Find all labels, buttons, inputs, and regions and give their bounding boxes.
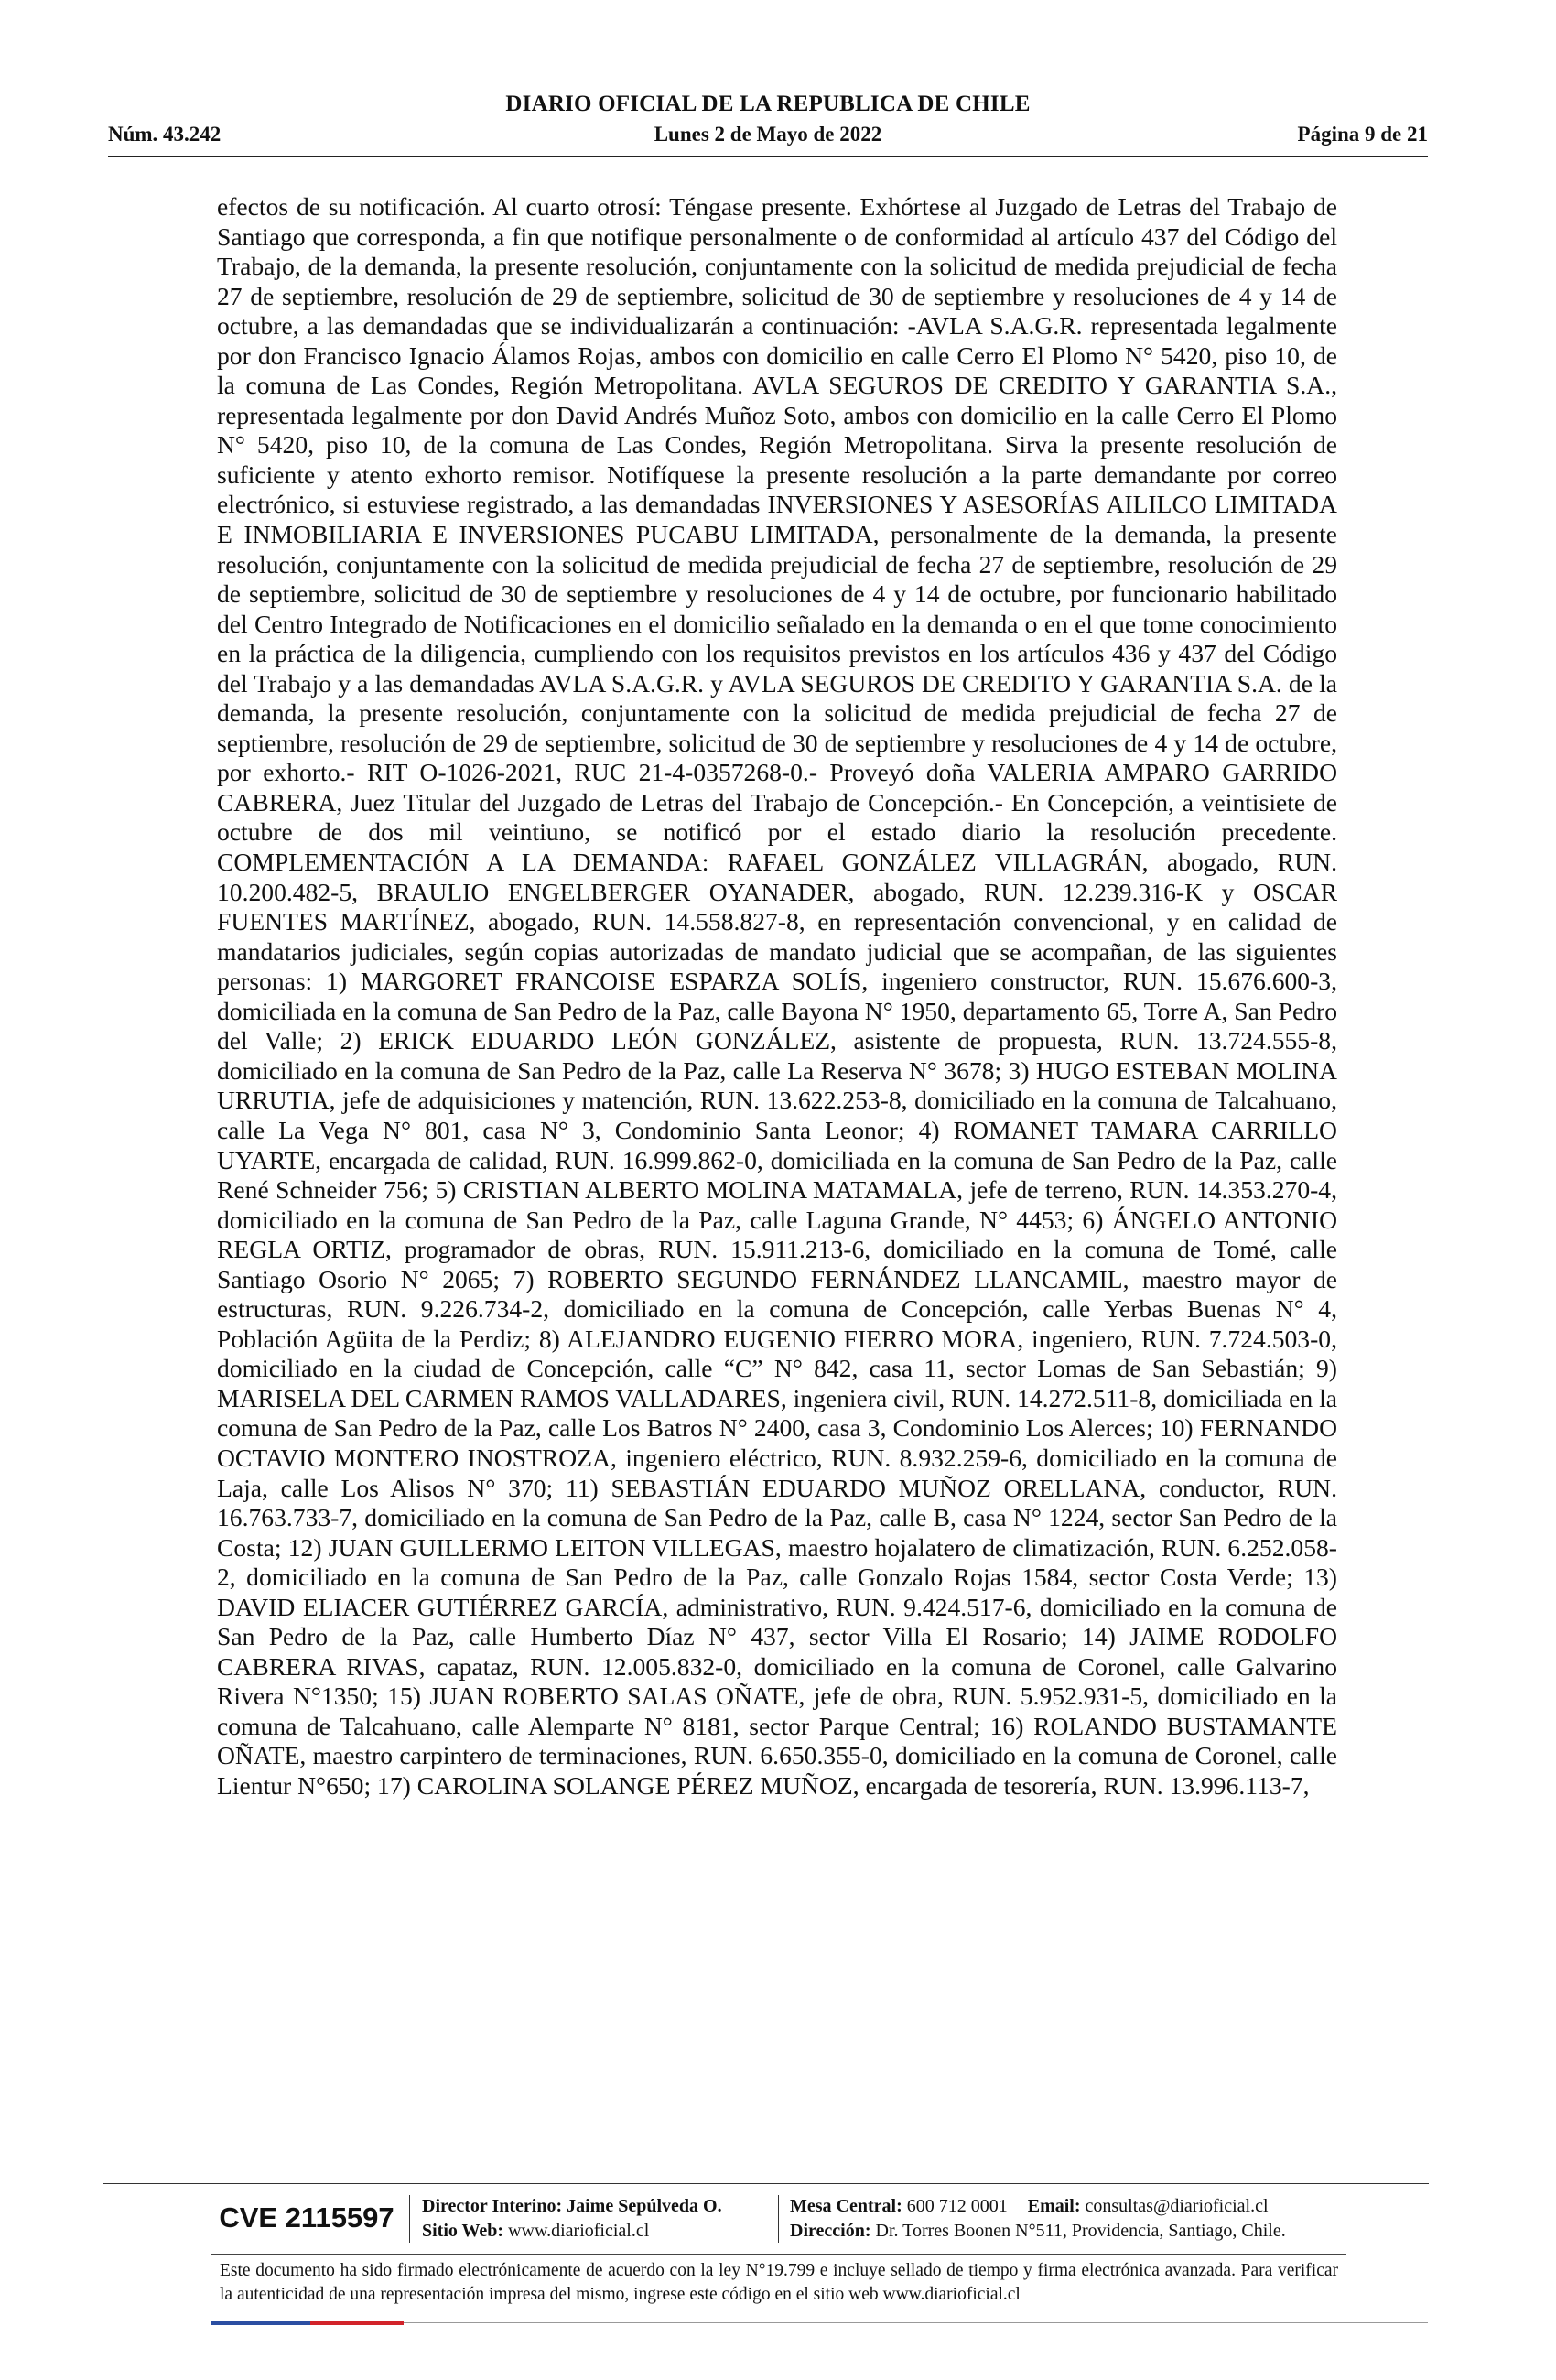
mesa-label: Mesa Central:: [790, 2196, 902, 2216]
flag-blue: [211, 2321, 310, 2325]
email-label: Email:: [1027, 2196, 1081, 2216]
director-name: Jaime Sepúlveda O.: [567, 2196, 722, 2216]
footer-divider: [211, 2254, 1346, 2255]
email-link[interactable]: consultas@diarioficial.cl: [1085, 2196, 1269, 2216]
flag-stripe: [211, 2321, 404, 2325]
footer-contact-block: [790, 2194, 1286, 2244]
page-header: [108, 92, 1428, 157]
address-value: Dr. Torres Boonen N°511, Providencia, Santiago, Chile.: [875, 2221, 1286, 2241]
bottom-rule: [404, 2322, 1428, 2323]
mesa-phone: 600 712 0001: [906, 2196, 1008, 2216]
publication-title: DIARIO OFICIAL DE LA REPUBLICA DE CHILE: [505, 92, 1031, 116]
document-body: efectos de su notificación. Al cuarto otrosí: Téngase presente. Exhórtese al Juzgado de Letras del Trabajo de Santiago que corresponda, a fin que notifique personalmente o de conformidad al artículo 437 del Código del Trabajo, de la demanda, la presente resolución, conjuntamente con la solicitud de medida prejudicial de fecha 27 de septiembre, resolución de 29 de septiembre, solicitud de 30 de septiembre y resoluciones de 4 y 14 de octubre, a las demandadas que se individualizarán a continuación: -AVLA S.A.G.R. representada legalmente por don Francisco Ignacio Álamos Rojas, ambos con domicilio en calle Cerro El Plomo N° 5420, piso 10, de la comuna de Las Condes, Región Metropolitana. AVLA SEGUROS DE CREDITO Y GARANTIA S.A., representada legalmente por don David Andrés Muñoz Soto, ambos con domicilio en la calle Cerro El Plomo N° 5420, piso 10, de la comuna de Las Condes, Región Metropolitana. Sirva la presente resolución de suficiente y atento exhorto remisor. Notifíquese la presente resolución a la parte demandante por correo electrónico, si estuviese registrado, a las demandadas INVERSIONES Y ASESORÍAS AILILCO LIMITADA E INMOBILIARIA E INVERSIONES PUCABU LIMITADA, personalmente de la demanda, la presente resolución, conjuntamente con la solicitud de medida prejudicial de fecha 27 de septiembre, resolución de 29 de septiembre, solicitud de 30 de septiembre y resoluciones de 4 y 14 de octubre, por funcionario habilitado del Centro Integrado de Notificaciones en el domicilio señalado en la demanda o en el que tome conocimiento en la práctica de la diligencia, cumpliendo con los requisitos previstos en los artículos 436 y 437 del Código del Trabajo y a las demandadas AVLA S.A.G.R. y AVLA SEGUROS DE CREDITO Y GARANTIA S.A. de la demanda, la presente resolución, conjuntamente con la solicitud de medida prejudicial de fecha 27 de septiembre, resolución de 29 de septiembre, solicitud de 30 de septiembre y resoluciones de 4 y 14 de octubre, por exhorto.- RIT O-1026-2021, RUC 21-4-0357268-0.- Proveyó doña VALERIA AMPARO GARRIDO CABRERA, Juez Titular del Juzgado de Letras del Trabajo de Concepción.- En Concepción, a veintisiete de octubre de dos mil veintiuno, se notificó por el estado diario la resolución precedente. COMPLEMENTACIÓN A LA DEMANDA: RAFAEL GONZÁLEZ VILLAGRÁN, abogado, RUN. 10.200.482-5, BRAULIO ENGELBERGER OYANADER, abogado, RUN. 12.239.316-K y OSCAR FUENTES MARTÍNEZ, abogado, RUN. 14.558.827-8, en representación convencional, y en calidad de mandatarios judiciales, según copias autorizadas de mandato judicial que se acompañan, de las siguientes personas: 1) MARGORET FRANCOISE ESPARZA SOLÍS, ingeniero constructor, RUN. 15.676.600-3, domiciliada en la comuna de San Pedro de la Paz, calle Bayona N° 1950, departamento 65, Torre A, San Pedro del Valle; 2) ERICK EDUARDO LEÓN GONZÁLEZ, asistente de propuesta, RUN. 13.724.555-8, domiciliado en la comuna de San Pedro de la Paz, calle La Reserva N° 3678; 3) HUGO ESTEBAN MOLINA URRUTIA, jefe de adquisiciones y matención, RUN. 13.622.253-8, domiciliado en la comuna de Talcahuano, calle La Vega N° 801, casa N° 3, Condominio Santa Leonor; 4) ROMANET TAMARA CARRILLO UYARTE, encargada de calidad, RUN. 16.999.862-0, domiciliada en la comuna de San Pedro de la Paz, calle René Schneider 756; 5) CRISTIAN ALBERTO MOLINA MATAMALA, jefe de terreno, RUN. 14.353.270-4, domiciliado en la comuna de San Pedro de la Paz, calle Laguna Grande, N° 4453; 6) ÁNGELO ANTONIO REGLA ORTIZ, programador de obras, RUN. 15.911.213-6, domiciliado en la comuna de Tomé, calle Santiago Osorio N° 2065; 7) ROBERTO SEGUNDO FERNÁNDEZ LLANCAMIL, maestro mayor de estructuras, RUN. 9.226.734-2, domiciliado en la comuna de Concepción, calle Yerbas Buenas N° 4, Población Agüita de la Perdiz; 8) ALEJANDRO EUGENIO FIERRO MORA, ingeniero, RUN. 7.724.503-0, domiciliado en la ciudad de Concepción, calle “C” N° 842, casa 11, sector Lomas de San Sebastián; 9) MARISELA DEL CARMEN RAMOS VALLADARES, ingeniera civil, RUN. 14.272.511-8, domiciliada en la comuna de San Pedro de la Paz, calle Los Batros N° 2400, casa 3, Condominio Los Alerces; 10) FERNANDO OCTAVIO MONTERO INOSTROZA, ingeniero eléctrico, RUN. 8.932.259-6, domiciliado en la comuna de Laja, calle Los Alisos N° 370; 11) SEBASTIÁN EDUARDO MUÑOZ ORELLANA, conductor, RUN. 16.763.733-7, domiciliado en la comuna de San Pedro de la Paz, calle B, casa N° 1224, sector San Pedro de la Costa; 12) JUAN GUILLERMO LEITON VILLEGAS, maestro hojalatero de climatización, RUN. 6.252.058-2, domiciliado en la comuna de San Pedro de la Paz, calle Gonzalo Rojas 1584, sector Costa Verde; 13) DAVID ELIACER GUTIÉRREZ GARCÍA, administrativo, RUN. 9.424.517-6, domiciliado en la comuna de San Pedro de la Paz, calle Humberto Díaz N° 437, sector Villa El Rosario; 14) JAIME RODOLFO CABRERA RIVAS, capataz, RUN. 12.005.832-0, domiciliado en la comuna de Coronel, calle Galvarino Rivera N°1350; 15) JUAN ROBERTO SALAS OÑATE, jefe de obra, RUN. 5.952.931-5, domiciliado en la comuna de Talcahuano, calle Alemparte N° 8181, sector Parque Central; 16) ROLANDO BUSTAMANTE OÑATE, maestro carpintero de terminaciones, RUN. 6.650.355-0, domiciliado en la comuna de Coronel, calle Lientur N°650; 17) CAROLINA SOLANGE PÉREZ MUÑOZ, encargada de tesorería, RUN. 13.996.113-7,: [217, 192, 1338, 1800]
page-number: Página 9 de 21: [1297, 123, 1428, 146]
director-label: Director Interino:: [422, 2196, 563, 2216]
issue-number: Núm. 43.242: [108, 123, 222, 146]
address-label: Dirección:: [790, 2221, 871, 2241]
header-divider: [108, 156, 1428, 157]
footer-separator: [409, 2195, 410, 2243]
site-label: Sitio Web:: [422, 2221, 504, 2241]
cve-code: CVE 2115597: [219, 2202, 394, 2234]
legal-notice: Este documento ha sido firmado electrónicamente de acuerdo con la ley N°19.799 e incluye sellado de tiempo y firma electrónica avanzada. Para verificar la autenticidad de una representación impresa del mismo, ingrese este código en el sitio web www.diarioficial.cl: [220, 2261, 1338, 2304]
footer-divider: [103, 2183, 1429, 2184]
footer-separator: [778, 2195, 779, 2243]
site-link[interactable]: www.diarioficial.cl: [508, 2221, 650, 2241]
issue-date: Lunes 2 de Mayo de 2022: [654, 123, 882, 146]
footer-director-block: [422, 2194, 722, 2244]
flag-red: [310, 2321, 404, 2325]
